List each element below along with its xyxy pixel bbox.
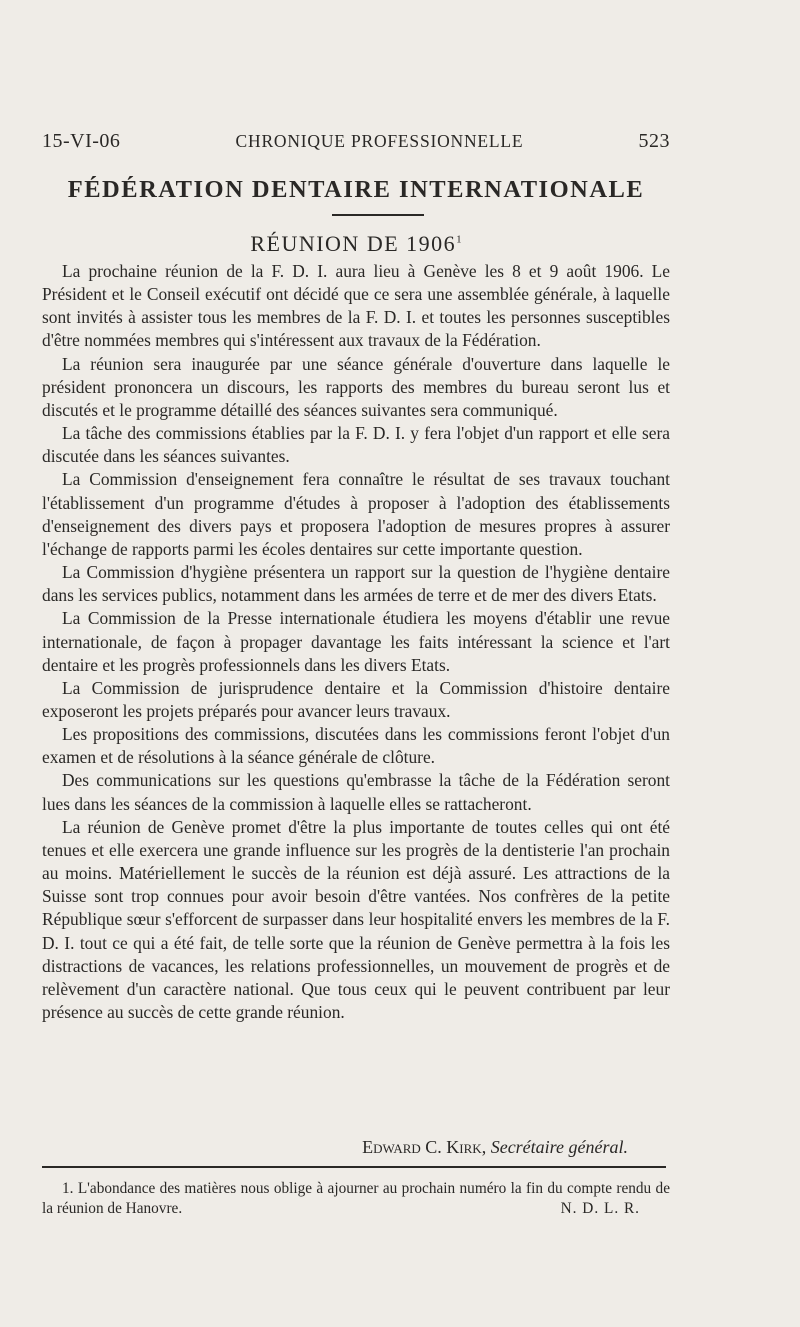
paragraph: La Commission de la Presse internationale étudiera les moyens d'établir une revue internationale, de façon à propager davantage les faits intéressant la science et l'art dentaire et les progrès professionnels dans les divers Etats. — [42, 608, 670, 675]
paragraph: La Commission d'enseignement fera connaître le résultat de ses travaux touchant l'établissement d'un programme d'études à proposer à l'adoption des établissements d'enseignement des divers pays et proposera l'adoption de mesures propres à assurer l'échange de rapports parmi les écoles dentaires sur cette importante question. — [42, 469, 670, 559]
footnote-reference: 1 — [456, 233, 462, 246]
paragraph: Les propositions des commissions, discutées dans les commissions feront l'objet d'un examen et de résolutions à la séance générale de clôture. — [42, 724, 670, 768]
footnote — [42, 1179, 670, 1219]
page-number: 523 — [638, 130, 670, 152]
signature — [42, 1137, 628, 1158]
running-header — [42, 130, 670, 153]
article-body — [42, 260, 670, 1024]
subtitle-text: RÉUNION DE 1906 — [250, 231, 457, 256]
section-title: CHRONIQUE PROFESSIONNELLE — [235, 131, 524, 151]
paragraph: Des communications sur les questions qu'embrasse la tâche de la Fédération seront lues dans les séances de la commission à laquelle elles se rattacheront. — [42, 770, 670, 814]
paragraph: La réunion sera inaugurée par une séance générale d'ouverture dans laquelle le président prononcera un discours, les rapports des membres du bureau seront lus et discutés et le programme détaillé des séances suivantes sera communiqué. — [42, 353, 670, 420]
footnote-sign: N. D. L. R. — [560, 1200, 640, 1217]
signature-name: Edward C. Kirk, — [362, 1137, 487, 1157]
article-title: FÉDÉRATION DENTAIRE INTERNATIONALE — [67, 176, 645, 203]
paragraph: La prochaine réunion de la F. D. I. aura lieu à Genève les 8 et 9 août 1906. Le Président et le Conseil exécutif ont décidé que ce sera une assemblée générale, à laquelle sont invités à assister tous les membres de la F. D. I. et toutes les personnes susceptibles d'être nommées membres qui s'intéressent aux travaux de la Fédération. — [42, 261, 670, 351]
issue-date: 15-VI-06 — [42, 130, 121, 152]
paragraph: La tâche des commissions établies par la F. D. I. y fera l'objet d'un rapport et elle sera discutée dans les séances suivantes. — [42, 423, 670, 467]
article-subtitle — [42, 231, 670, 257]
paragraph: La réunion de Genève promet d'être la plus importante de toutes celles qui ont été tenues et elle exercera une grande influence sur les progrès de la dentisterie l'an prochain au moins. Matériellement le succès de la réunion est déjà assuré. Les attractions de la Suisse sont trop connues pour avoir besoin d'être vantées. Nos confrères de la petite République sœur s'efforcent de surpasser dans leur hospitalité envers les membres de la F. D. I. tout ce qui a été fait, de telle sorte que la réunion de Genève permettra à la fois les distractions de vacances, les relations professionnelles, un mouvement de progrès et de relèvement d'un caractère national. Que tous ceux qui le peuvent contribuent par leur présence au succès de cette grande réunion. — [42, 816, 670, 1022]
title-divider — [332, 214, 424, 216]
footnote-text: 1. L'abondance des matières nous oblige à ajourner au prochain numéro la fin du compte rendu de la réunion de Hanovre. — [42, 1180, 670, 1217]
paragraph: La Commission d'hygiène présentera un rapport sur la question de l'hygiène dentaire dans les services publics, notamment dans les armées de terre et de mer des divers Etats. — [42, 562, 670, 606]
footnote-divider — [42, 1166, 666, 1168]
signature-title: Secrétaire général. — [490, 1137, 628, 1157]
paragraph: La Commission de jurisprudence dentaire et la Commission d'histoire dentaire exposeront les projets préparés pour avancer leurs travaux. — [42, 677, 670, 721]
